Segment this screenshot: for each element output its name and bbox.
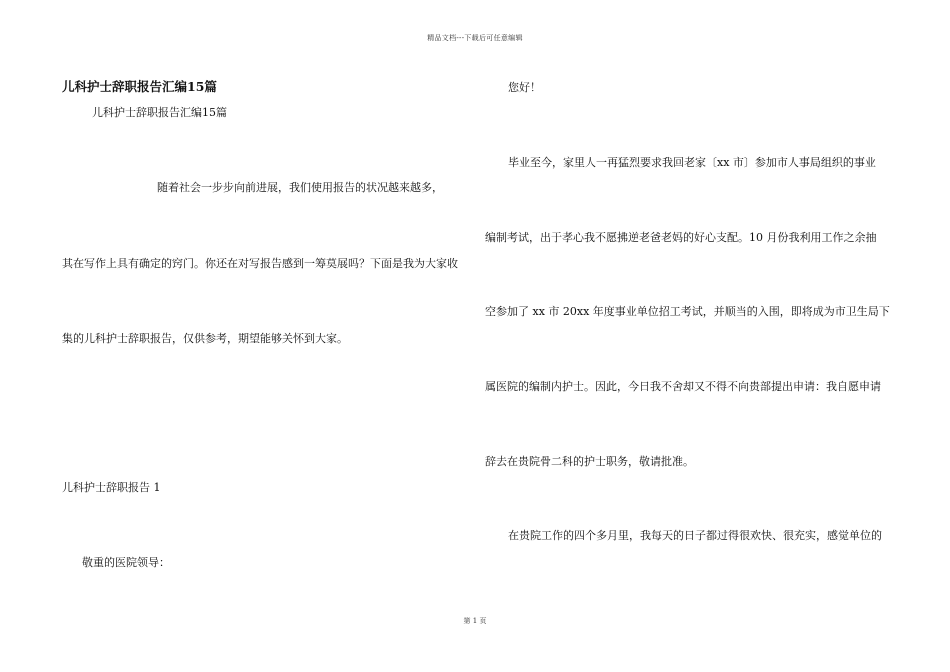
body-paragraph-2-line-1: 在贵院工作的四个多月里，我每天的日子都过得很欢快、很充实，感觉单位的: [508, 529, 882, 542]
intro-paragraph-line-2: 其在写作上具有确定的窍门。你还在对写报告感到一筹莫展吗？下面是我为大家收: [62, 257, 458, 270]
salutation: 敬重的医院领导：: [82, 556, 170, 569]
body-paragraph-1-line-2: 编制考试，出于孝心我不愿拂逆老爸老妈的好心支配。10 月份我利用工作之余抽: [485, 231, 877, 244]
greeting: 您好！: [508, 81, 541, 94]
document-title: 儿科护士辞职报告汇编15篇: [62, 79, 217, 94]
body-paragraph-1-line-3: 空参加了 xx 市 20xx 年度事业单位招工考试，并顺当的入围，即将成为市卫生局下: [485, 305, 890, 318]
document-subtitle: 儿科护士辞职报告汇编15篇: [92, 106, 227, 119]
body-paragraph-1-line-5: 辞去在贵院骨二科的护士职务，敬请批准。: [485, 455, 694, 468]
body-paragraph-1-line-1: 毕业至今，家里人一再猛烈要求我回老家〔xx 市〕参加市人事局组织的事业: [508, 156, 876, 169]
page-header-note: 精品文档---下载后可任意编辑: [427, 34, 523, 42]
intro-paragraph-line-1: 随着社会一步步向前进展，我们使用报告的状况越来越多，: [157, 181, 443, 194]
page-number: 第 1 页: [463, 617, 487, 625]
body-paragraph-1-line-4: 属医院的编制内护士。因此，今日我不舍却又不得不向贵部提出申请：我自愿申请: [485, 380, 881, 393]
intro-paragraph-line-3: 集的儿科护士辞职报告，仅供参考，期望能够关怀到大家。: [62, 332, 348, 345]
section-heading: 儿科护士辞职报告 1: [62, 481, 161, 494]
